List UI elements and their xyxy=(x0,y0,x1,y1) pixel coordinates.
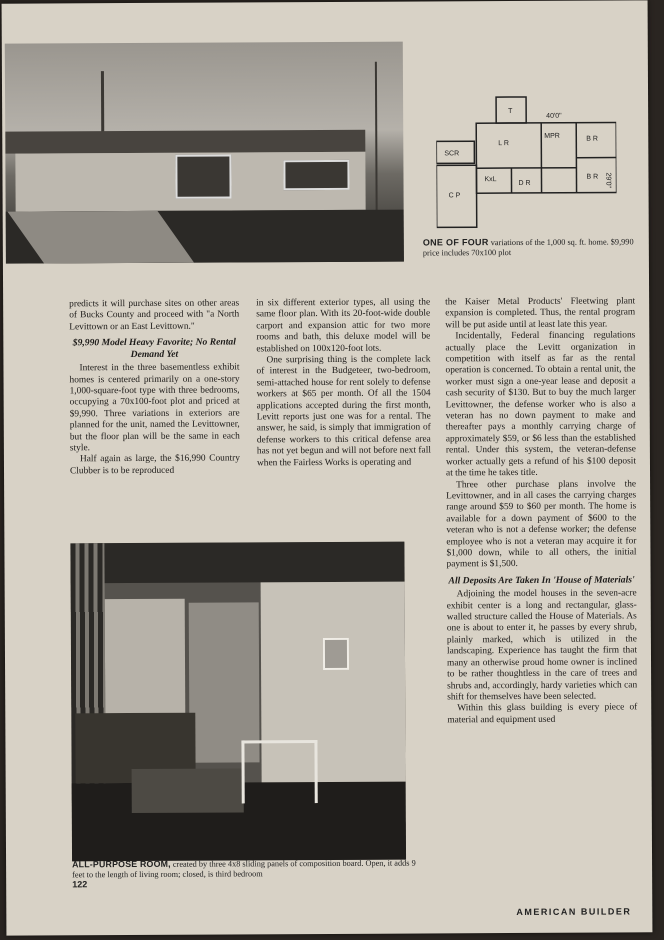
paragraph: Interest in the three basementless exhibit homes is centered primarily on a one-story 1,000-square-foot type with three bedrooms, occupying a 70x100-foot plot and priced at $9,990. Three variations in exteriors are planned for the unit, named the Levittowner, but the floor plan will be the same in each style. xyxy=(69,362,240,454)
plan-caption xyxy=(423,236,635,258)
paragraph: Three other purchase plans involve the Levittowner, and in all cases the carrying charges range around $59 to $60 per month. The home is available for a down payment of $600 to the veteran who is not a defense worker; the defense employee who is not a veteran may acquire it for $1,000 down, while to all others, the initial payment is $1,500. xyxy=(446,478,637,570)
magazine-page xyxy=(2,0,653,935)
house-photo xyxy=(5,42,404,264)
room-photo xyxy=(70,542,406,862)
paragraph: the Kaiser Metal Products' Fleetwing plant expansion is completed. Thus, the rental program will be put aside until at least late this year. xyxy=(445,296,636,331)
magazine-footer: AMERICAN BUILDER xyxy=(516,906,632,918)
subheading: All Deposits Are Taken In 'House of Materials' xyxy=(448,574,635,587)
floor-plan xyxy=(436,92,617,233)
plan-caption-text: variations of the 1,000 sq. ft. home. $9,990 price includes 70x100 plot xyxy=(422,237,634,258)
column-2 xyxy=(256,297,431,469)
column-1 xyxy=(69,298,240,477)
paragraph: Adjoining the model houses in the seven-acre exhibit center is a long and rectangular, glass-walled structure called the House of Materials. As one is about to enter it, he passes by every shrub, plainly marked, which is utilized in the landscaping. Experience has taught the firm that many an otherwise proud home owner is inclined to be rather thoughtless in the care of trees and shrubs and, accordingly, hardy varieties which can shift for themselves have been selected. xyxy=(446,588,638,703)
paragraph: in six different exterior types, all using the same floor plan. With its 20-foot-wide double carport and expansion attic for two more rooms and bath, this deluxe model will be established on 100x120-foot lots. xyxy=(256,297,431,354)
plan-label: L R xyxy=(498,140,509,148)
plan-label: MPR xyxy=(544,132,560,140)
plan-label: B R xyxy=(586,135,598,143)
room-caption-text: created by three 4x8 sliding panels of composition board. Open, it adds 9 feet to the length of living room; closed, is third bedroom xyxy=(72,858,416,879)
plan-label: SCR xyxy=(444,150,460,158)
paragraph: Half again as large, the $16,990 Country Clubber is to be reproduced xyxy=(69,453,240,477)
paragraph: Incidentally, Federal financing regulations actually place the Levitt organization in competition with itself as far as the rental operation is concerned. To obtain a rental unit, the worker must sign a one-year lease and deposit a cash security of $130. But to buy the much larger Levittowner, the defense worker who is also a veteran has no down payment to make and thereafter pays a monthly carrying charge of approximately $59, or $6 less than the established rental. Under this system, the veteran-defense worker actually gets a refund of his $100 deposit at the time he takes title. xyxy=(445,330,636,479)
paragraph: Within this glass building is every piece of material and equipment used xyxy=(447,702,638,726)
plan-label: 40'0" xyxy=(546,112,562,120)
column-3 xyxy=(445,296,637,726)
room-caption xyxy=(72,858,424,879)
plan-caption-lead: ONE OF FOUR xyxy=(422,237,489,248)
subheading: $9,990 Model Heavy Favorite; No Rental Demand Yet xyxy=(72,336,236,360)
plan-label: C P xyxy=(448,192,461,200)
paragraph: predicts it will purchase sites on other areas of Bucks County and proceed with "a North Levittown or an East Levittown." xyxy=(69,298,240,333)
page-number: 122 xyxy=(72,879,88,890)
plan-label: KxL xyxy=(484,176,497,184)
plan-label: D R xyxy=(518,179,531,187)
paragraph: One surprising thing is the complete lack of interest in the Budgeteer, two-bedroom, semi-attached house for rent solely to defense workers at $65 per month. Of all the 1504 applications accepted during the first month, Levitt reports just one was for a rental. The answer, he said, is simply that immigration of defense workers to this critical defense area has not yet begun and will not before next fall when the Fairless Works is operating and xyxy=(256,354,431,469)
plan-label: 29'0" xyxy=(604,172,612,189)
plan-label: B R xyxy=(586,173,599,181)
room-caption-lead: ALL-PURPOSE ROOM, xyxy=(72,858,171,870)
plan-label: T xyxy=(508,108,513,116)
